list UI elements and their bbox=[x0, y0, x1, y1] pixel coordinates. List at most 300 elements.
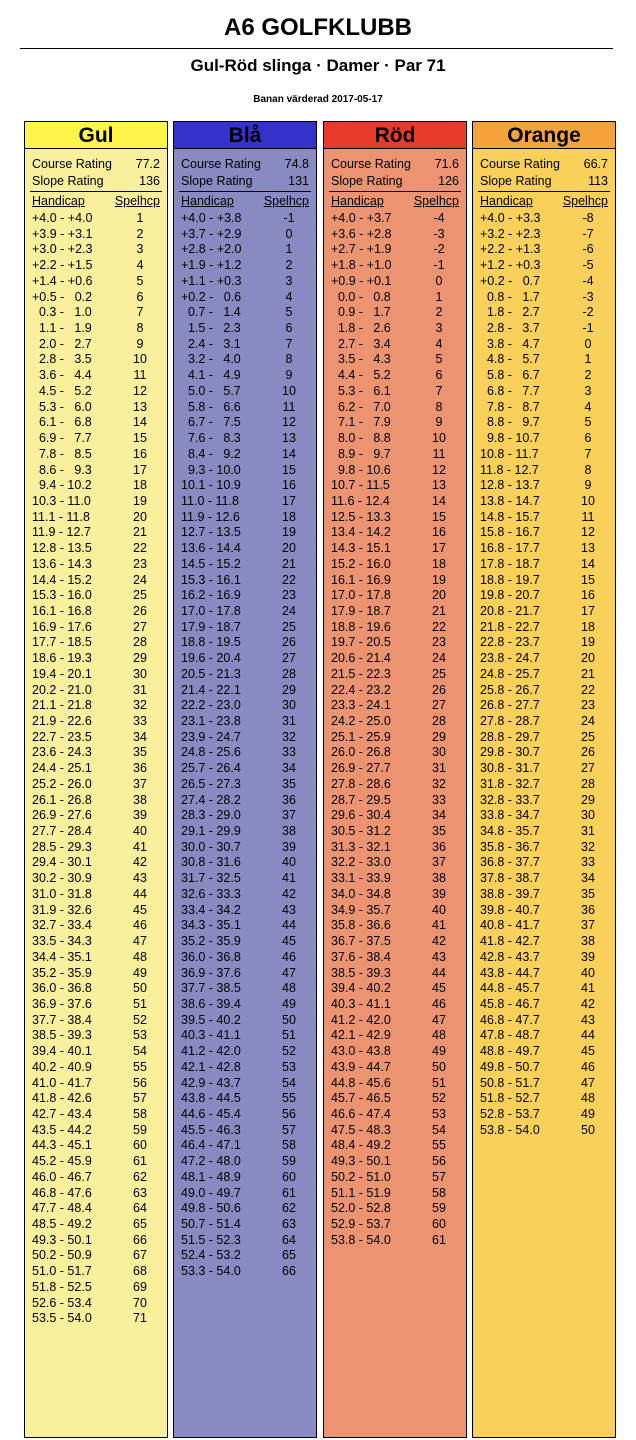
handicap-range: 47.5 - 48.3 bbox=[331, 1122, 391, 1137]
table-row bbox=[181, 1060, 309, 1076]
table-row bbox=[331, 447, 459, 463]
handicap-range: 50.7 - 51.4 bbox=[181, 1217, 241, 1231]
spelhcp-value: 27 bbox=[432, 698, 446, 713]
handicap-range: 1.5 - 2.3 bbox=[181, 321, 241, 336]
handicap-range: 9.3 - 10.0 bbox=[181, 462, 241, 477]
handicap-range: 0.0 - 0.8 bbox=[331, 289, 391, 304]
table-row bbox=[32, 1076, 160, 1092]
table-row bbox=[181, 1186, 309, 1202]
handicap-range: 34.3 - 35.1 bbox=[181, 918, 241, 933]
table-row bbox=[331, 525, 459, 541]
spelhcp-value: 8 bbox=[285, 352, 293, 367]
course-rating-value: 77.2 bbox=[135, 157, 160, 171]
handicap-range: 13.6 - 14.4 bbox=[181, 541, 241, 556]
spelhcp-value: 63 bbox=[282, 1217, 296, 1231]
handicap-range: 38.5 - 39.3 bbox=[331, 965, 391, 980]
handicap-range: 35.2 - 35.9 bbox=[181, 934, 241, 949]
table-row bbox=[32, 1154, 160, 1170]
table-row bbox=[181, 1154, 309, 1170]
handicap-range: 1.8 - 2.6 bbox=[331, 321, 391, 336]
spelhcp-value: 17 bbox=[581, 603, 595, 618]
table-row bbox=[32, 1186, 160, 1202]
spelhcp-value: 49 bbox=[282, 996, 296, 1011]
handicap-range: 14.8 - 15.7 bbox=[480, 509, 540, 524]
handicap-range: 27.4 - 28.2 bbox=[181, 792, 241, 807]
table-row bbox=[331, 1091, 459, 1107]
table-row bbox=[480, 1028, 608, 1044]
handicap-range: 2.7 - 3.4 bbox=[331, 336, 391, 351]
table-row bbox=[32, 541, 160, 557]
handicap-range: +4.0 - +3.3 bbox=[480, 211, 541, 225]
table-row bbox=[32, 1280, 160, 1296]
table-row bbox=[32, 400, 160, 416]
handicap-range: 22.8 - 23.7 bbox=[480, 635, 540, 650]
table-row bbox=[331, 1170, 459, 1186]
table-row bbox=[480, 966, 608, 982]
handicap-range: 19.4 - 20.1 bbox=[32, 666, 92, 681]
handicap-range: 28.7 - 29.5 bbox=[331, 792, 391, 807]
spelhcp-value: 5 bbox=[285, 305, 293, 320]
spelhcp-value: 30 bbox=[432, 745, 446, 760]
table-row bbox=[480, 683, 608, 699]
spelhcp-value: 65 bbox=[282, 1248, 296, 1263]
spelhcp-value: 43 bbox=[581, 1012, 595, 1027]
handicap-range: 10.7 - 11.5 bbox=[331, 478, 390, 493]
handicap-range: 12.8 - 13.7 bbox=[480, 478, 540, 493]
spelhcp-value: 10 bbox=[133, 352, 147, 367]
handicap-range: 3.6 - 4.4 bbox=[32, 368, 92, 383]
spelhcp-value: -3 bbox=[582, 289, 594, 304]
tee-name: Orange bbox=[473, 122, 615, 149]
handicap-range: +1.1 - +0.3 bbox=[181, 273, 242, 288]
spelhcp-value: 22 bbox=[432, 619, 446, 634]
page-subtitle: Gul-Röd slinga · Damer · Par 71 bbox=[190, 56, 446, 75]
spelhcp-value: 28 bbox=[432, 714, 446, 728]
handicap-range: 1.8 - 2.7 bbox=[480, 305, 540, 320]
table-row bbox=[480, 620, 608, 636]
handicap-range: 42.9 - 43.7 bbox=[181, 1075, 241, 1090]
spelhcp-value: 20 bbox=[282, 541, 296, 556]
spelhcp-value: 46 bbox=[432, 996, 446, 1011]
handicap-range: 8.8 - 9.7 bbox=[480, 415, 540, 430]
spelhcp-value: 41 bbox=[581, 981, 595, 996]
table-row bbox=[32, 352, 160, 368]
handicap-range: 30.8 - 31.6 bbox=[181, 855, 241, 870]
spelhcp-value: 52 bbox=[133, 1012, 147, 1027]
spelhcp-value: 2 bbox=[136, 226, 144, 241]
table-row bbox=[480, 714, 608, 730]
spelhcp-value: 39 bbox=[133, 808, 147, 823]
table-row bbox=[181, 1107, 309, 1123]
spelhcp-value: 71 bbox=[133, 1311, 147, 1326]
table-row bbox=[32, 258, 160, 274]
table-row bbox=[480, 777, 608, 793]
spelhcp-value: 27 bbox=[581, 761, 595, 776]
handicap-range: 28.5 - 29.3 bbox=[32, 839, 92, 854]
table-row bbox=[32, 730, 160, 746]
slope-rating-value: 136 bbox=[139, 174, 160, 188]
table-row bbox=[181, 573, 309, 589]
spelhcp-value: 66 bbox=[282, 1264, 296, 1279]
handicap-range: 20.8 - 21.7 bbox=[480, 603, 540, 618]
slope-rating-value: 131 bbox=[288, 174, 309, 188]
spelhcp-value: 32 bbox=[432, 776, 446, 791]
handicap-range: 31.3 - 32.1 bbox=[331, 839, 391, 854]
handicap-range: 49.3 - 50.1 bbox=[331, 1154, 391, 1169]
spelhcp-value: 8 bbox=[584, 462, 592, 477]
handicap-range: 35.8 - 36.6 bbox=[331, 918, 391, 933]
table-row bbox=[480, 463, 608, 479]
table-row bbox=[480, 824, 608, 840]
spelhcp-value: 8 bbox=[136, 321, 144, 336]
table-row bbox=[181, 242, 309, 258]
handicap-range: 52.6 - 53.4 bbox=[32, 1295, 92, 1310]
spelhcp-value: 59 bbox=[133, 1122, 147, 1137]
spelhcp-value: 41 bbox=[133, 839, 147, 854]
spelhcp-value: 53 bbox=[282, 1059, 296, 1074]
handicap-range: 3.8 - 4.7 bbox=[480, 336, 540, 351]
handicap-range: +2.7 - +1.9 bbox=[331, 242, 392, 257]
handicap-range: 11.6 - 12.4 bbox=[331, 493, 390, 508]
spelhcp-value: -4 bbox=[582, 273, 594, 288]
table-row bbox=[480, 431, 608, 447]
handicap-range: 33.5 - 34.3 bbox=[32, 934, 92, 949]
table-row bbox=[331, 211, 459, 227]
spelhcp-value: 31 bbox=[133, 682, 147, 697]
handicap-range: 16.1 - 16.9 bbox=[331, 572, 391, 587]
table-row bbox=[32, 1044, 160, 1060]
table-row bbox=[32, 981, 160, 997]
handicap-range: 51.8 - 52.5 bbox=[32, 1279, 92, 1294]
table-row bbox=[480, 730, 608, 746]
spelhcp-value: 3 bbox=[285, 273, 293, 288]
handicap-range: 10.3 - 11.0 bbox=[32, 493, 91, 508]
table-row bbox=[331, 557, 459, 573]
table-row bbox=[331, 840, 459, 856]
table-row bbox=[181, 683, 309, 699]
table-row bbox=[480, 981, 608, 997]
spelhcp-value: 38 bbox=[282, 824, 296, 839]
handicap-range: 34.0 - 34.8 bbox=[331, 886, 391, 901]
table-row bbox=[32, 588, 160, 604]
spelhcp-value: 35 bbox=[581, 886, 595, 901]
handicap-range: 20.6 - 21.4 bbox=[331, 651, 391, 666]
course-rating bbox=[480, 156, 608, 172]
handicap-range: 29.4 - 30.1 bbox=[32, 855, 92, 870]
handicap-range: 45.2 - 45.9 bbox=[32, 1154, 92, 1169]
tee-column-2 bbox=[323, 121, 467, 1438]
tee-name: Blå bbox=[174, 122, 316, 149]
table-row bbox=[32, 463, 160, 479]
table-row bbox=[181, 227, 309, 243]
table-row bbox=[331, 494, 459, 510]
table-row bbox=[480, 557, 608, 573]
handicap-range: 49.8 - 50.6 bbox=[181, 1201, 241, 1216]
handicap-range: 38.8 - 39.7 bbox=[480, 886, 540, 901]
table-row bbox=[32, 510, 160, 526]
spelhcp-value: 58 bbox=[432, 1185, 446, 1200]
spelhcp-value: 15 bbox=[432, 509, 446, 524]
table-row bbox=[32, 1311, 160, 1327]
table-row bbox=[181, 934, 309, 950]
spelhcp-value: 10 bbox=[581, 493, 595, 508]
slope-rating bbox=[480, 173, 608, 189]
table-row bbox=[32, 620, 160, 636]
spelhcp-value: 16 bbox=[581, 588, 595, 603]
handicap-range: 17.9 - 18.7 bbox=[181, 619, 241, 634]
spelhcp-value: 10 bbox=[432, 431, 446, 446]
spelhcp-value: -1 bbox=[582, 321, 594, 336]
handicap-range: 9.8 - 10.6 bbox=[331, 462, 391, 477]
spelhcp-value: 45 bbox=[282, 934, 296, 949]
spelhcp-value: 45 bbox=[581, 1044, 595, 1059]
handicap-range: 12.7 - 13.5 bbox=[181, 525, 241, 540]
spelhcp-value: 22 bbox=[581, 682, 595, 697]
table-row bbox=[181, 1028, 309, 1044]
handicap-range: 42.1 - 42.8 bbox=[181, 1059, 241, 1074]
table-row bbox=[32, 683, 160, 699]
table-row bbox=[331, 698, 459, 714]
spelhcp-value: 49 bbox=[581, 1106, 595, 1121]
table-row bbox=[32, 1123, 160, 1139]
table-row bbox=[480, 950, 608, 966]
table-row bbox=[181, 761, 309, 777]
table-row bbox=[181, 321, 309, 337]
table-row bbox=[32, 274, 160, 290]
handicap-range: 0.9 - 1.7 bbox=[331, 305, 391, 320]
table-row bbox=[32, 447, 160, 463]
handicap-range: 52.4 - 53.2 bbox=[181, 1248, 241, 1263]
spelhcp-header: Spelhcp bbox=[114, 194, 160, 208]
handicap-range: 2.4 - 3.1 bbox=[181, 336, 241, 351]
table-row bbox=[331, 761, 459, 777]
table-row bbox=[480, 525, 608, 541]
table-row bbox=[480, 761, 608, 777]
handicap-range: 11.1 - 11.8 bbox=[32, 509, 90, 524]
handicap-range: 53.8 - 54.0 bbox=[331, 1232, 391, 1247]
spelhcp-value: 39 bbox=[282, 839, 296, 854]
handicap-range: 40.2 - 40.9 bbox=[32, 1059, 92, 1074]
handicap-range: 6.8 - 7.7 bbox=[480, 383, 540, 398]
spelhcp-value: 7 bbox=[435, 383, 443, 398]
spelhcp-value: 13 bbox=[432, 478, 446, 493]
spelhcp-value: 17 bbox=[282, 493, 296, 508]
spelhcp-value: 31 bbox=[432, 761, 446, 776]
handicap-range: +3.6 - +2.8 bbox=[331, 226, 392, 241]
handicap-range: 50.2 - 51.0 bbox=[331, 1169, 391, 1184]
handicap-range: 32.6 - 33.3 bbox=[181, 886, 241, 901]
table-row bbox=[181, 274, 309, 290]
spelhcp-value: 46 bbox=[133, 918, 147, 933]
spelhcp-value: 19 bbox=[432, 572, 446, 587]
spelhcp-value: 43 bbox=[133, 871, 147, 886]
handicap-range: 43.5 - 44.2 bbox=[32, 1122, 92, 1137]
table-row bbox=[480, 1091, 608, 1107]
handicap-range: 49.3 - 50.1 bbox=[32, 1232, 92, 1247]
table-row bbox=[480, 903, 608, 919]
handicap-range: 52.8 - 53.7 bbox=[480, 1106, 540, 1121]
spelhcp-value: 15 bbox=[581, 572, 595, 587]
handicap-range: +1.9 - +1.2 bbox=[181, 258, 242, 273]
table-row bbox=[181, 510, 309, 526]
table-row bbox=[181, 730, 309, 746]
table-row bbox=[480, 745, 608, 761]
table-row bbox=[32, 871, 160, 887]
spelhcp-value: 17 bbox=[432, 541, 446, 556]
spelhcp-value: 17 bbox=[133, 462, 147, 477]
handicap-range: 33.8 - 34.7 bbox=[480, 808, 540, 823]
table-row bbox=[331, 242, 459, 258]
table-row bbox=[480, 211, 608, 227]
table-row bbox=[32, 1028, 160, 1044]
course-rating bbox=[32, 156, 160, 172]
spelhcp-value: 22 bbox=[133, 541, 147, 556]
spelhcp-value: 20 bbox=[581, 651, 595, 666]
table-row bbox=[32, 1201, 160, 1217]
handicap-range: 3.5 - 4.3 bbox=[331, 352, 391, 367]
handicap-range: 13.8 - 14.7 bbox=[480, 493, 540, 508]
spelhcp-value: 41 bbox=[282, 871, 296, 886]
table-row bbox=[32, 777, 160, 793]
table-row bbox=[331, 588, 459, 604]
table-row bbox=[480, 274, 608, 290]
tee-name: Gul bbox=[25, 122, 167, 149]
handicap-range: 50.2 - 50.9 bbox=[32, 1248, 92, 1263]
table-row bbox=[32, 321, 160, 337]
table-row bbox=[331, 793, 459, 809]
handicap-range: 46.4 - 47.1 bbox=[181, 1138, 241, 1153]
spelhcp-value: 1 bbox=[285, 242, 293, 257]
table-row bbox=[32, 887, 160, 903]
spelhcp-value: 4 bbox=[435, 336, 443, 351]
spelhcp-value: 10 bbox=[282, 383, 296, 398]
spelhcp-value: 56 bbox=[432, 1154, 446, 1169]
handicap-range: 10.8 - 11.7 bbox=[480, 446, 539, 461]
handicap-range: +3.9 - +3.1 bbox=[32, 226, 93, 241]
handicap-range: 17.0 - 17.8 bbox=[331, 588, 391, 603]
handicap-range: 16.1 - 16.8 bbox=[32, 603, 92, 618]
spelhcp-value: 21 bbox=[432, 603, 446, 618]
table-row bbox=[181, 494, 309, 510]
spelhcp-value: 47 bbox=[581, 1075, 595, 1090]
handicap-range: 24.8 - 25.7 bbox=[480, 666, 540, 681]
handicap-range: 30.0 - 30.7 bbox=[181, 839, 241, 854]
rating-date: Banan värderad 2017-05-17 bbox=[253, 94, 383, 105]
handicap-range: 51.8 - 52.7 bbox=[480, 1091, 540, 1106]
handicap-range: 51.1 - 51.9 bbox=[331, 1185, 391, 1200]
table-row bbox=[480, 478, 608, 494]
handicap-range: 17.8 - 18.7 bbox=[480, 556, 540, 571]
spelhcp-value: 14 bbox=[282, 446, 296, 461]
table-row bbox=[331, 1154, 459, 1170]
table-row bbox=[331, 1233, 459, 1249]
spelhcp-value: 4 bbox=[285, 289, 293, 304]
table-row bbox=[331, 871, 459, 887]
spelhcp-value: 7 bbox=[285, 336, 293, 351]
table-row bbox=[181, 981, 309, 997]
spelhcp-value: 3 bbox=[136, 242, 144, 257]
spelhcp-value: 57 bbox=[282, 1122, 296, 1137]
handicap-range: 27.7 - 28.4 bbox=[32, 824, 92, 839]
spelhcp-value: 42 bbox=[282, 886, 296, 901]
spelhcp-value: 30 bbox=[282, 698, 296, 713]
spelhcp-value: 38 bbox=[133, 792, 147, 807]
spelhcp-value: 48 bbox=[133, 949, 147, 964]
handicap-range: 20.5 - 21.3 bbox=[181, 666, 241, 681]
spelhcp-value: 29 bbox=[133, 651, 147, 666]
spelhcp-value: 68 bbox=[133, 1264, 147, 1279]
spelhcp-value: 13 bbox=[581, 541, 595, 556]
handicap-range: 41.8 - 42.6 bbox=[32, 1091, 92, 1106]
spelhcp-value: 36 bbox=[432, 839, 446, 854]
table-row bbox=[32, 211, 160, 227]
spelhcp-value: 42 bbox=[581, 996, 595, 1011]
spelhcp-value: 33 bbox=[581, 855, 595, 870]
table-row bbox=[32, 667, 160, 683]
spelhcp-value: 36 bbox=[581, 902, 595, 917]
spelhcp-value: 12 bbox=[282, 415, 296, 430]
handicap-range: 24.2 - 25.0 bbox=[331, 714, 391, 728]
table-row bbox=[181, 525, 309, 541]
table-row bbox=[32, 305, 160, 321]
handicap-range: 15.8 - 16.7 bbox=[480, 525, 540, 540]
handicap-range: 0.3 - 1.0 bbox=[32, 305, 92, 320]
handicap-range: 14.5 - 15.2 bbox=[181, 556, 241, 571]
handicap-range: 35.2 - 35.9 bbox=[32, 965, 92, 980]
spelhcp-value: 57 bbox=[432, 1169, 446, 1184]
handicap-range: 12.8 - 13.5 bbox=[32, 541, 92, 556]
handicap-range: 9.4 - 10.2 bbox=[32, 478, 92, 493]
table-row bbox=[32, 431, 160, 447]
handicap-range: 5.3 - 6.1 bbox=[331, 383, 391, 398]
handicap-range: 4.1 - 4.9 bbox=[181, 368, 241, 383]
spelhcp-value: 64 bbox=[133, 1201, 147, 1216]
spelhcp-value: 33 bbox=[133, 714, 147, 728]
handicap-range: 26.0 - 26.8 bbox=[331, 745, 391, 760]
table-row bbox=[181, 352, 309, 368]
handicap-range: 32.7 - 33.4 bbox=[32, 918, 92, 933]
table-row bbox=[32, 573, 160, 589]
handicap-range: 43.8 - 44.5 bbox=[181, 1091, 241, 1106]
table-row bbox=[331, 368, 459, 384]
handicap-range: 42.8 - 43.7 bbox=[480, 949, 540, 964]
table-row bbox=[331, 777, 459, 793]
table-row bbox=[331, 1138, 459, 1154]
handicap-range: 30.2 - 30.9 bbox=[32, 871, 92, 886]
spelhcp-value: 25 bbox=[581, 729, 595, 744]
table-row bbox=[181, 431, 309, 447]
handicap-range: 41.2 - 42.0 bbox=[181, 1044, 241, 1059]
spelhcp-value: 3 bbox=[584, 383, 592, 398]
spelhcp-value: 14 bbox=[581, 556, 595, 571]
handicap-range: 41.2 - 42.0 bbox=[331, 1012, 391, 1027]
handicap-range: 39.4 - 40.1 bbox=[32, 1044, 92, 1059]
handicap-range: 12.5 - 13.3 bbox=[331, 509, 391, 524]
handicap-range: 19.6 - 20.4 bbox=[181, 651, 241, 666]
handicap-range: 43.0 - 43.8 bbox=[331, 1044, 391, 1059]
table-row bbox=[331, 384, 459, 400]
table-row bbox=[480, 698, 608, 714]
handicap-range: 3.2 - 4.0 bbox=[181, 352, 241, 367]
slope-rating-value: 126 bbox=[438, 174, 459, 188]
table-row bbox=[480, 635, 608, 651]
spelhcp-value: 39 bbox=[581, 949, 595, 964]
handicap-range: 37.7 - 38.5 bbox=[181, 981, 241, 996]
table-row bbox=[181, 1264, 309, 1280]
spelhcp-value: 55 bbox=[432, 1138, 446, 1153]
spelhcp-value: 7 bbox=[136, 305, 144, 320]
spelhcp-value: 59 bbox=[432, 1201, 446, 1216]
